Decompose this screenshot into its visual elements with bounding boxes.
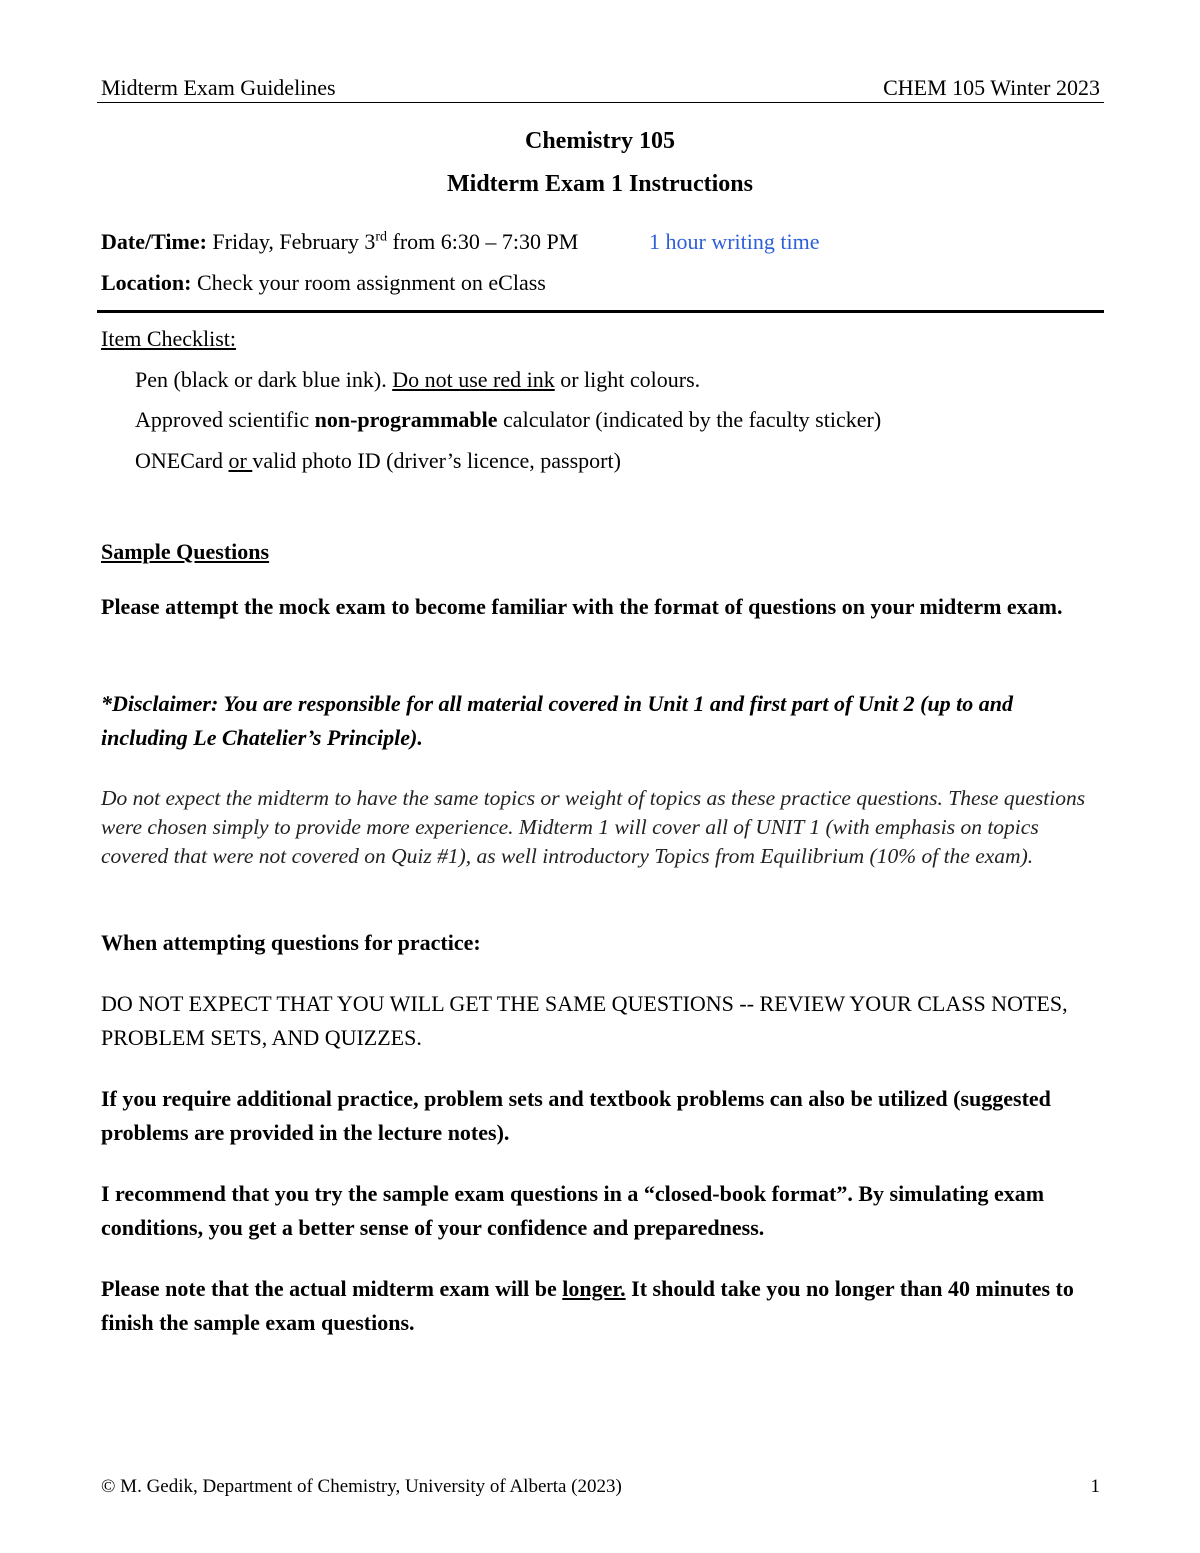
sample-questions-heading: Sample Questions — [101, 539, 270, 564]
disclaimer: *Disclaimer: You are responsible for all material covered in Unit 1 and first part of Unit 2 (up to and including Le Chatelier’s Principle). — [101, 691, 1014, 750]
running-header-left: Midterm Exam Guidelines — [101, 75, 336, 100]
checklist-item-emphasis: non-programmable — [314, 407, 498, 432]
writing-time-note: 1 hour writing time — [649, 229, 820, 254]
exam-length-text: It should take you no longer than 40 minutes to finish the sample exam questions. — [101, 1276, 1074, 1335]
exam-length-note — [101, 1272, 1101, 1340]
location-value: Check your room assignment on eClass — [196, 270, 546, 295]
running-header-right: CHEM 105 Winter 2023 — [883, 75, 1100, 100]
checklist-item-emphasis: Do not use red ink — [392, 367, 555, 392]
exam-length-emphasis: longer. — [562, 1276, 626, 1301]
location-label: Location: — [101, 270, 192, 295]
practice-note: Do not expect the midterm to have the same topics or weight of topics as these practice questions. These questions were chosen simply to provide more experience. Midterm 1 will cover all of UNIT 1 (with emphasis on topics covered that were not covered on Quiz #1), as well introductory Topics from Equilibrium (10% of the exam). — [101, 786, 1086, 868]
checklist-item-text: ONECard — [135, 448, 229, 473]
caps-warning: DO NOT EXPECT THAT YOU WILL GET THE SAME QUESTIONS -- REVIEW YOUR CLASS NOTES, PROBLEM SETS, AND QUIZZES. — [101, 991, 1068, 1050]
datetime-line — [101, 229, 578, 255]
page-number: 1 — [1090, 1476, 1100, 1497]
additional-practice: If you require additional practice, problem sets and textbook problems can also be utilized (suggested problems are provided in the lecture notes). — [101, 1086, 1051, 1145]
exam-length-text: Please note that the actual midterm exam will be — [101, 1276, 563, 1301]
datetime-value — [212, 229, 578, 254]
checklist-item-calculator — [135, 407, 881, 433]
section-rule — [97, 310, 1104, 313]
header-rule — [97, 102, 1104, 103]
checklist-item-id — [135, 448, 621, 474]
mock-exam-intro: Please attempt the mock exam to become familiar with the format of questions on your midterm exam. — [101, 594, 1063, 619]
checklist-heading: Item Checklist: — [101, 326, 237, 351]
checklist-item-pen — [135, 367, 700, 393]
checklist-item-text: calculator (indicated by the faculty sticker) — [497, 407, 882, 432]
checklist-item-text: Approved scientific — [135, 407, 315, 432]
location-line — [101, 270, 546, 296]
exam-title: Midterm Exam 1 Instructions — [447, 171, 753, 197]
checklist-item-emphasis: or — [228, 448, 253, 473]
closed-book-recommendation: I recommend that you try the sample exam questions in a “closed-book format”. By simulating exam conditions, you get a better sense of your confidence and preparedness. — [101, 1181, 1045, 1240]
datetime-time: from 6:30 – 7:30 PM — [387, 229, 579, 254]
datetime-label: Date/Time: — [101, 229, 207, 254]
footer-copyright: © M. Gedik, Department of Chemistry, University of Alberta (2023) — [101, 1476, 622, 1497]
datetime-date: Friday, February 3 — [212, 229, 376, 254]
practice-heading: When attempting questions for practice: — [101, 930, 481, 955]
checklist-item-text: valid photo ID (driver’s licence, passport) — [252, 448, 621, 473]
checklist-item-text: or light colours. — [554, 367, 701, 392]
datetime-suffix: rd — [375, 229, 388, 245]
course-title: Chemistry 105 — [525, 128, 675, 154]
checklist-item-text: Pen (black or dark blue ink). — [135, 367, 393, 392]
